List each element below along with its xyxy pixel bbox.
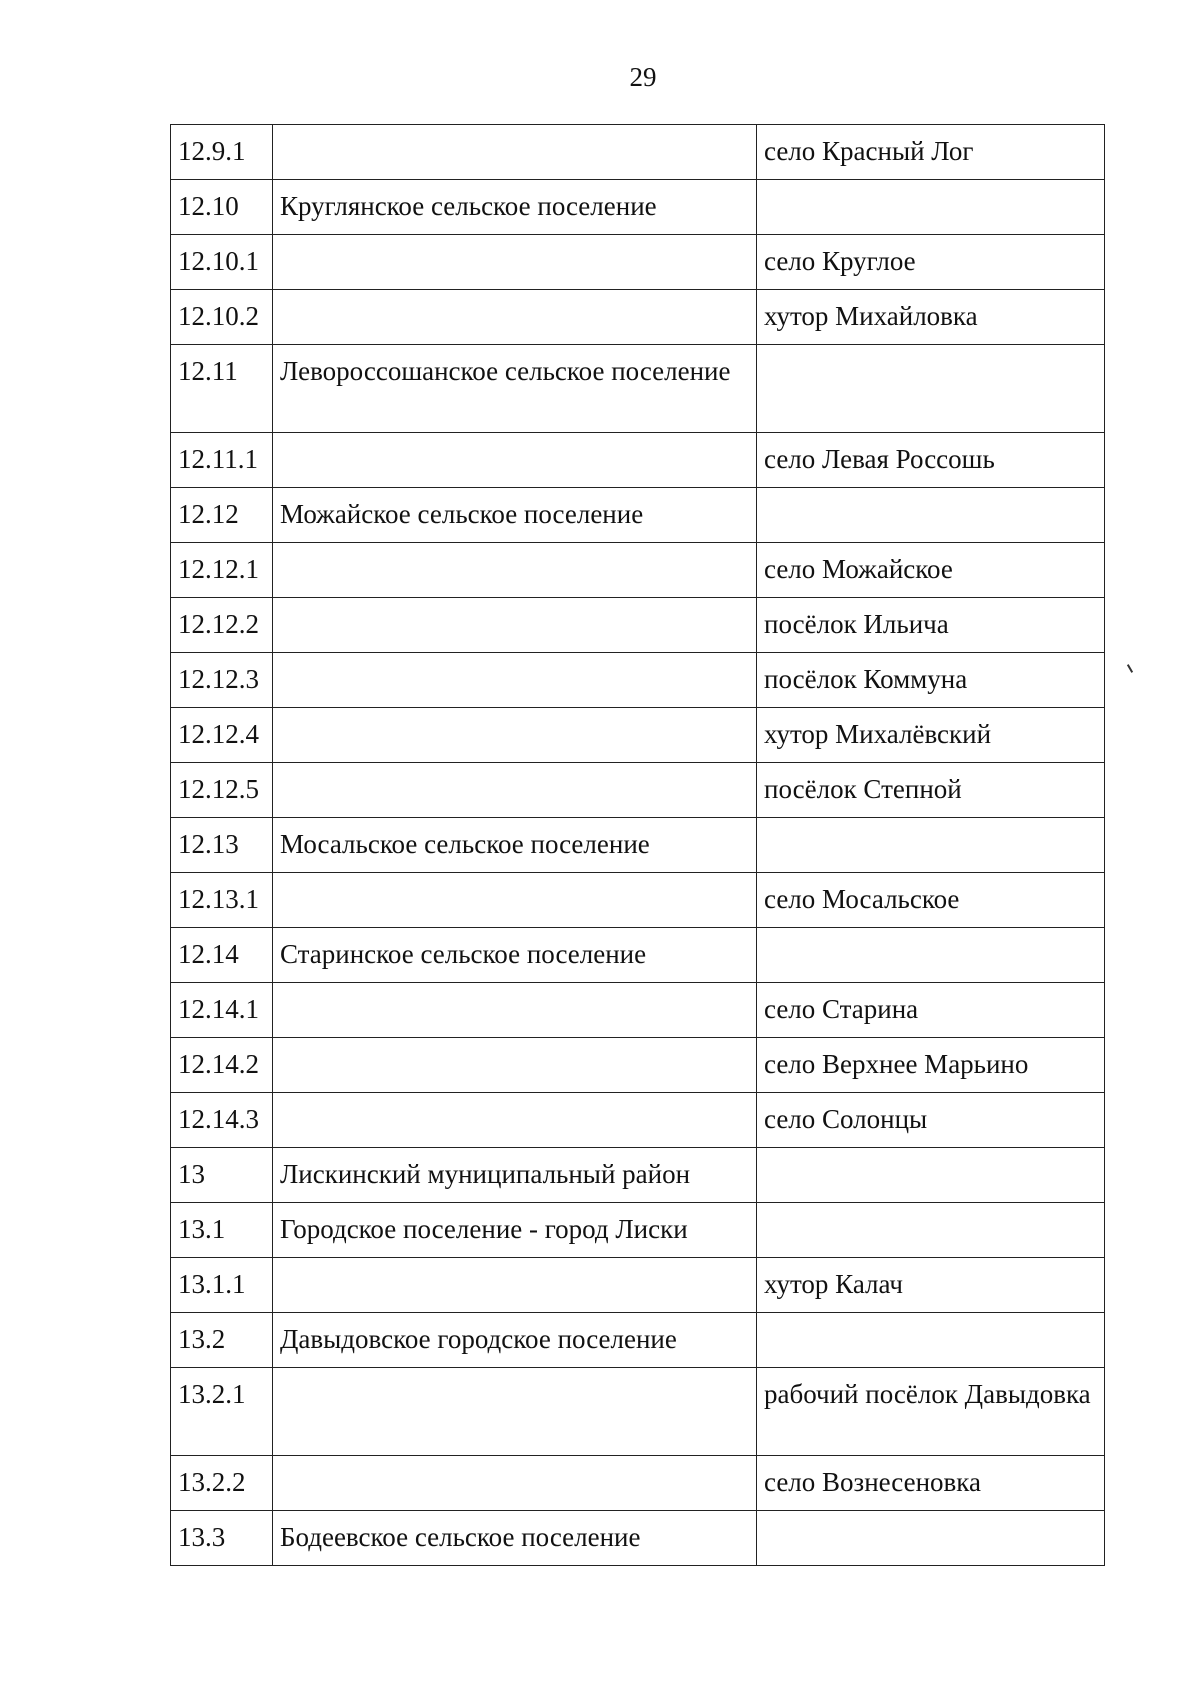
table-row	[171, 345, 1105, 433]
locality-name-cell	[757, 1313, 1105, 1368]
table-row	[171, 180, 1105, 235]
table-row	[171, 433, 1105, 488]
municipality-name-cell	[273, 873, 757, 928]
table-row	[171, 598, 1105, 653]
table-row	[171, 983, 1105, 1038]
locality-name-cell: село Красный Лог	[757, 125, 1105, 180]
row-number-cell: 12.10.2	[171, 290, 273, 345]
locality-name-cell: село Мосальское	[757, 873, 1105, 928]
table-row	[171, 1258, 1105, 1313]
municipality-name-cell	[273, 1093, 757, 1148]
municipality-name-cell: Лискинский муниципальный район	[273, 1148, 757, 1203]
table-row	[171, 488, 1105, 543]
row-number-cell: 12.11	[171, 345, 273, 433]
row-number-cell: 12.14.1	[171, 983, 273, 1038]
table-row	[171, 763, 1105, 818]
table-row	[171, 543, 1105, 598]
table-row	[171, 873, 1105, 928]
table-row	[171, 235, 1105, 290]
row-number-cell: 13.2.1	[171, 1368, 273, 1456]
locality-name-cell	[757, 345, 1105, 433]
locality-name-cell: село Круглое	[757, 235, 1105, 290]
locality-name-cell	[757, 1148, 1105, 1203]
table-row	[171, 1511, 1105, 1566]
row-number-cell: 12.12.5	[171, 763, 273, 818]
table-row	[171, 708, 1105, 763]
table-row	[171, 1148, 1105, 1203]
municipality-name-cell	[273, 708, 757, 763]
row-number-cell: 12.14.2	[171, 1038, 273, 1093]
row-number-cell: 12.11.1	[171, 433, 273, 488]
row-number-cell: 12.13	[171, 818, 273, 873]
row-number-cell: 13.1	[171, 1203, 273, 1258]
locality-name-cell: село Вознесеновка	[757, 1456, 1105, 1511]
row-number-cell: 12.10.1	[171, 235, 273, 290]
municipality-name-cell: Левороссошанское сельское поселение	[273, 345, 757, 433]
municipality-name-cell: Городское поселение - город Лиски	[273, 1203, 757, 1258]
locality-name-cell	[757, 1511, 1105, 1566]
municipality-name-cell: Можайское сельское поселение	[273, 488, 757, 543]
locality-name-cell: село Верхнее Марьино	[757, 1038, 1105, 1093]
locality-name-cell: хутор Калач	[757, 1258, 1105, 1313]
locality-name-cell: хутор Михалёвский	[757, 708, 1105, 763]
municipality-name-cell	[273, 235, 757, 290]
row-number-cell: 12.13.1	[171, 873, 273, 928]
row-number-cell: 13.3	[171, 1511, 273, 1566]
locality-name-cell	[757, 488, 1105, 543]
municipality-name-cell	[273, 125, 757, 180]
locality-name-cell: хутор Михайловка	[757, 290, 1105, 345]
municipality-name-cell: Круглянское сельское поселение	[273, 180, 757, 235]
locality-name-cell	[757, 928, 1105, 983]
table-row	[171, 1093, 1105, 1148]
row-number-cell: 12.14	[171, 928, 273, 983]
locality-name-cell: рабочий посёлок Давыдовка	[757, 1368, 1105, 1456]
municipality-name-cell	[273, 763, 757, 818]
row-number-cell: 13.1.1	[171, 1258, 273, 1313]
table-row	[171, 1313, 1105, 1368]
page-number: 29	[629, 62, 657, 92]
locality-name-cell: село Солонцы	[757, 1093, 1105, 1148]
locality-name-cell	[757, 180, 1105, 235]
row-number-cell: 12.12.1	[171, 543, 273, 598]
municipality-name-cell	[273, 983, 757, 1038]
locality-name-cell: село Можайское	[757, 543, 1105, 598]
locality-name-cell	[757, 1203, 1105, 1258]
municipality-name-cell	[273, 433, 757, 488]
table-row	[171, 1368, 1105, 1456]
municipality-name-cell: Давыдовское городское поселение	[273, 1313, 757, 1368]
locality-name-cell: посёлок Степной	[757, 763, 1105, 818]
municipality-name-cell: Старинское сельское поселение	[273, 928, 757, 983]
locality-name-cell: посёлок Ильича	[757, 598, 1105, 653]
municipality-name-cell: Мосальское сельское поселение	[273, 818, 757, 873]
row-number-cell: 12.12.2	[171, 598, 273, 653]
locality-name-cell	[757, 818, 1105, 873]
municipality-name-cell	[273, 1258, 757, 1313]
row-number-cell: 12.10	[171, 180, 273, 235]
table-row	[171, 818, 1105, 873]
settlements-table	[170, 124, 1105, 1566]
locality-name-cell: посёлок Коммуна	[757, 653, 1105, 708]
municipality-name-cell	[273, 1038, 757, 1093]
table-row	[171, 1456, 1105, 1511]
table-row	[171, 125, 1105, 180]
row-number-cell: 12.12.4	[171, 708, 273, 763]
table-body	[171, 125, 1105, 1566]
locality-name-cell: село Левая Россошь	[757, 433, 1105, 488]
municipality-name-cell	[273, 290, 757, 345]
row-number-cell: 12.12.3	[171, 653, 273, 708]
row-number-cell: 13	[171, 1148, 273, 1203]
table-row	[171, 1038, 1105, 1093]
row-number-cell: 12.12	[171, 488, 273, 543]
table-row	[171, 1203, 1105, 1258]
table-row	[171, 928, 1105, 983]
row-number-cell: 12.9.1	[171, 125, 273, 180]
locality-name-cell: село Старина	[757, 983, 1105, 1038]
municipality-name-cell	[273, 653, 757, 708]
municipality-name-cell	[273, 543, 757, 598]
municipality-name-cell: Бодеевское сельское поселение	[273, 1511, 757, 1566]
table-row	[171, 653, 1105, 708]
municipality-name-cell	[273, 598, 757, 653]
row-number-cell: 13.2	[171, 1313, 273, 1368]
municipality-name-cell	[273, 1368, 757, 1456]
stray-scan-mark	[1127, 664, 1133, 673]
row-number-cell: 13.2.2	[171, 1456, 273, 1511]
row-number-cell: 12.14.3	[171, 1093, 273, 1148]
municipality-name-cell	[273, 1456, 757, 1511]
table-row	[171, 290, 1105, 345]
